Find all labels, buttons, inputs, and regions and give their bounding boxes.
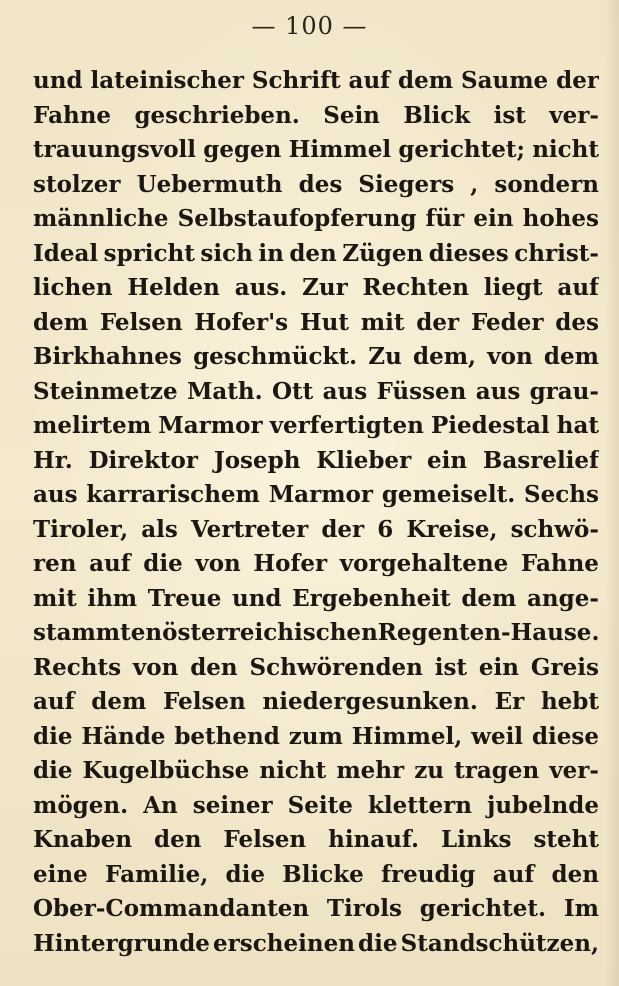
word: Hofer xyxy=(253,550,328,577)
word: bethend xyxy=(174,722,280,750)
word: ver- xyxy=(549,101,599,129)
word: Selbstaufopferung xyxy=(177,205,417,232)
word: aus xyxy=(33,481,78,508)
word: , xyxy=(470,170,479,198)
word: Klieber xyxy=(316,446,412,474)
word: Treue xyxy=(147,584,222,612)
word: Rechten xyxy=(362,274,469,301)
word: Math. xyxy=(186,377,263,405)
word: des xyxy=(298,170,343,198)
word: gemeiselt. xyxy=(381,481,516,508)
word: ein xyxy=(478,653,520,681)
word: Sechs xyxy=(524,481,599,508)
word: von xyxy=(487,343,533,370)
text-line xyxy=(33,409,599,444)
word: Ideal xyxy=(33,239,99,267)
word: ein xyxy=(427,446,468,474)
word: grau- xyxy=(529,377,599,405)
word: Zügen xyxy=(342,239,424,267)
word: Hintergrunde xyxy=(33,929,210,957)
word: Hut xyxy=(299,308,349,336)
word: dem xyxy=(461,584,517,612)
text-line xyxy=(33,547,599,582)
text-line xyxy=(33,64,599,99)
word: für xyxy=(425,205,465,232)
word: dem xyxy=(91,688,147,715)
word: ihm xyxy=(87,584,138,612)
word: den xyxy=(190,653,238,681)
word: hebt xyxy=(540,688,599,715)
text-line xyxy=(33,133,599,168)
word: Joseph xyxy=(213,446,301,474)
word: lichen xyxy=(33,274,113,301)
word: Basrelief xyxy=(482,446,599,474)
word: die xyxy=(33,722,73,750)
word: des xyxy=(555,308,599,336)
word: zum xyxy=(288,722,343,750)
word: Hr. xyxy=(33,446,73,474)
word: als xyxy=(141,515,178,543)
word: hat xyxy=(556,412,599,439)
word: Hände xyxy=(81,722,166,750)
word: die xyxy=(33,757,73,784)
text-line xyxy=(33,340,599,375)
word: von xyxy=(132,653,179,681)
word: Blick xyxy=(403,101,471,129)
word: dem xyxy=(33,308,89,336)
word: gerichtet. xyxy=(419,895,546,922)
word: Ott xyxy=(271,377,314,405)
word: Kreise, xyxy=(406,515,498,543)
word: Greis xyxy=(530,653,599,681)
word: hinauf. xyxy=(328,826,419,853)
page-number-header: — 100 — xyxy=(251,12,368,40)
word: Füssen xyxy=(376,377,467,405)
word: Marmor xyxy=(158,412,263,439)
word: niedergesunken. xyxy=(262,688,478,715)
text-line xyxy=(33,927,599,962)
word: die xyxy=(143,550,183,577)
word: aus xyxy=(322,377,368,405)
word: dem xyxy=(543,343,599,370)
word: Fahne xyxy=(520,550,599,577)
word: Fahne xyxy=(33,101,112,129)
word: ver- xyxy=(549,757,599,784)
text-line xyxy=(33,789,599,824)
word: nicht xyxy=(532,136,599,163)
word: An xyxy=(143,791,178,819)
text-line xyxy=(33,444,599,479)
word: Knaben xyxy=(33,826,133,853)
word: spricht xyxy=(103,239,195,267)
word: Kugelbüchse xyxy=(82,757,250,784)
word: der xyxy=(321,515,365,543)
text-line xyxy=(33,237,599,272)
word: Rechts xyxy=(33,653,122,681)
text-line xyxy=(33,375,599,410)
word: Blicke xyxy=(282,860,364,888)
word: aus xyxy=(475,377,521,405)
word: christ- xyxy=(514,239,599,267)
word: Tiroler, xyxy=(33,515,129,543)
word: geschmückt. xyxy=(193,343,358,370)
word: erscheinen xyxy=(213,929,355,957)
word: Links xyxy=(440,826,512,853)
word: Siegers xyxy=(358,170,455,198)
word: stolzer xyxy=(33,170,121,198)
text-line xyxy=(33,168,599,203)
word: geschrieben. xyxy=(134,101,300,129)
page-edge-shadow xyxy=(605,0,619,986)
word: mehr xyxy=(336,757,405,784)
text-line xyxy=(33,478,599,513)
text-line xyxy=(33,892,599,927)
word: liegt xyxy=(483,274,543,301)
word: Felsen xyxy=(99,308,183,336)
word: den xyxy=(551,860,599,888)
word: diese xyxy=(531,722,599,750)
text-line xyxy=(33,616,599,651)
text-line xyxy=(33,858,599,893)
word: freudig xyxy=(381,860,476,888)
body-text xyxy=(33,64,599,961)
word: schwö- xyxy=(510,515,599,543)
word: nicht xyxy=(259,757,327,784)
word: Feder xyxy=(470,308,544,336)
word: den xyxy=(154,826,202,853)
word: auf xyxy=(557,274,599,301)
word: Schwörenden xyxy=(249,653,423,681)
word: vorgehaltene xyxy=(339,550,509,577)
word: Felsen xyxy=(223,826,307,853)
word: zu xyxy=(414,757,445,784)
word: die xyxy=(358,929,398,957)
word: ist xyxy=(434,653,468,681)
word: seiner xyxy=(192,791,273,819)
word: weil xyxy=(471,722,524,750)
word: Ergebenheit xyxy=(292,584,451,612)
word: mit xyxy=(360,308,405,336)
word: sich xyxy=(200,239,253,267)
word: verfertigten xyxy=(269,412,424,439)
word: eine xyxy=(33,860,88,888)
word: trauungsvoll xyxy=(33,136,197,163)
word: Schrift xyxy=(251,67,341,94)
word: auf xyxy=(348,67,391,94)
word: melirtem xyxy=(33,412,152,439)
word: Regenten-Hause. xyxy=(377,619,599,646)
word: der xyxy=(416,308,460,336)
word: lateinischer xyxy=(90,67,244,94)
word: Er xyxy=(494,688,525,715)
word: tragen xyxy=(454,757,540,784)
word: ange- xyxy=(527,584,599,612)
text-line xyxy=(33,306,599,341)
word: Standschützen, xyxy=(400,929,599,957)
text-line xyxy=(33,271,599,306)
word: Steinmetze xyxy=(33,377,178,405)
word: auf xyxy=(89,550,131,577)
word: gerichtet; xyxy=(398,136,525,163)
word: Marmor xyxy=(268,481,373,508)
text-line xyxy=(33,582,599,617)
word: Birkhahnes xyxy=(33,343,182,370)
word: auf xyxy=(33,688,75,715)
word: Himmel, xyxy=(351,722,463,750)
word: Hofer's xyxy=(194,308,289,336)
word: die xyxy=(225,860,265,888)
word: Saume xyxy=(460,67,549,94)
word: österreichischen xyxy=(162,619,378,646)
word: Direktor xyxy=(88,446,199,474)
word: ren xyxy=(33,550,77,577)
word: aus. xyxy=(234,274,288,301)
word: Felsen xyxy=(163,688,246,715)
word: ist xyxy=(493,101,526,129)
word: von xyxy=(195,550,241,577)
text-line xyxy=(33,99,599,134)
text-line xyxy=(33,513,599,548)
word: in xyxy=(258,239,284,267)
word: dem, xyxy=(413,343,477,370)
word: karrarischem xyxy=(86,481,260,508)
word: Im xyxy=(563,895,599,922)
word: Seite xyxy=(287,791,353,819)
word: gegen xyxy=(203,136,282,163)
word: Uebermuth xyxy=(136,170,283,198)
word: sondern xyxy=(494,170,599,198)
word: Helden xyxy=(127,274,220,301)
word: Ober-Commandanten xyxy=(33,895,310,922)
word: Piedestal xyxy=(431,412,550,439)
word: auf xyxy=(492,860,535,888)
word: Himmel xyxy=(288,136,392,163)
text-line xyxy=(33,823,599,858)
word: mögen. xyxy=(33,791,129,819)
word: mit xyxy=(33,584,77,612)
word: Zur xyxy=(302,274,348,301)
text-line xyxy=(33,202,599,237)
word: den xyxy=(289,239,337,267)
word: Familie, xyxy=(105,860,209,888)
word: hohes xyxy=(522,205,599,232)
word: jubelnde xyxy=(487,791,599,819)
text-line xyxy=(33,651,599,686)
word: klettern xyxy=(367,791,472,819)
word: der xyxy=(556,67,599,94)
word: steht xyxy=(533,826,599,853)
text-line xyxy=(33,754,599,789)
text-line xyxy=(33,685,599,720)
word: Sein xyxy=(323,101,380,129)
word: Vertreter xyxy=(190,515,309,543)
word: 6 xyxy=(377,515,394,543)
word: und xyxy=(231,584,282,612)
word: dieses xyxy=(428,239,509,267)
text-line xyxy=(33,720,599,755)
word: ein xyxy=(473,205,514,232)
word: Tirols xyxy=(326,895,402,922)
word: und xyxy=(33,67,83,94)
word: männliche xyxy=(33,205,169,232)
word: Zu xyxy=(368,343,402,370)
word: dem xyxy=(398,67,454,94)
word: stammten xyxy=(33,619,163,646)
